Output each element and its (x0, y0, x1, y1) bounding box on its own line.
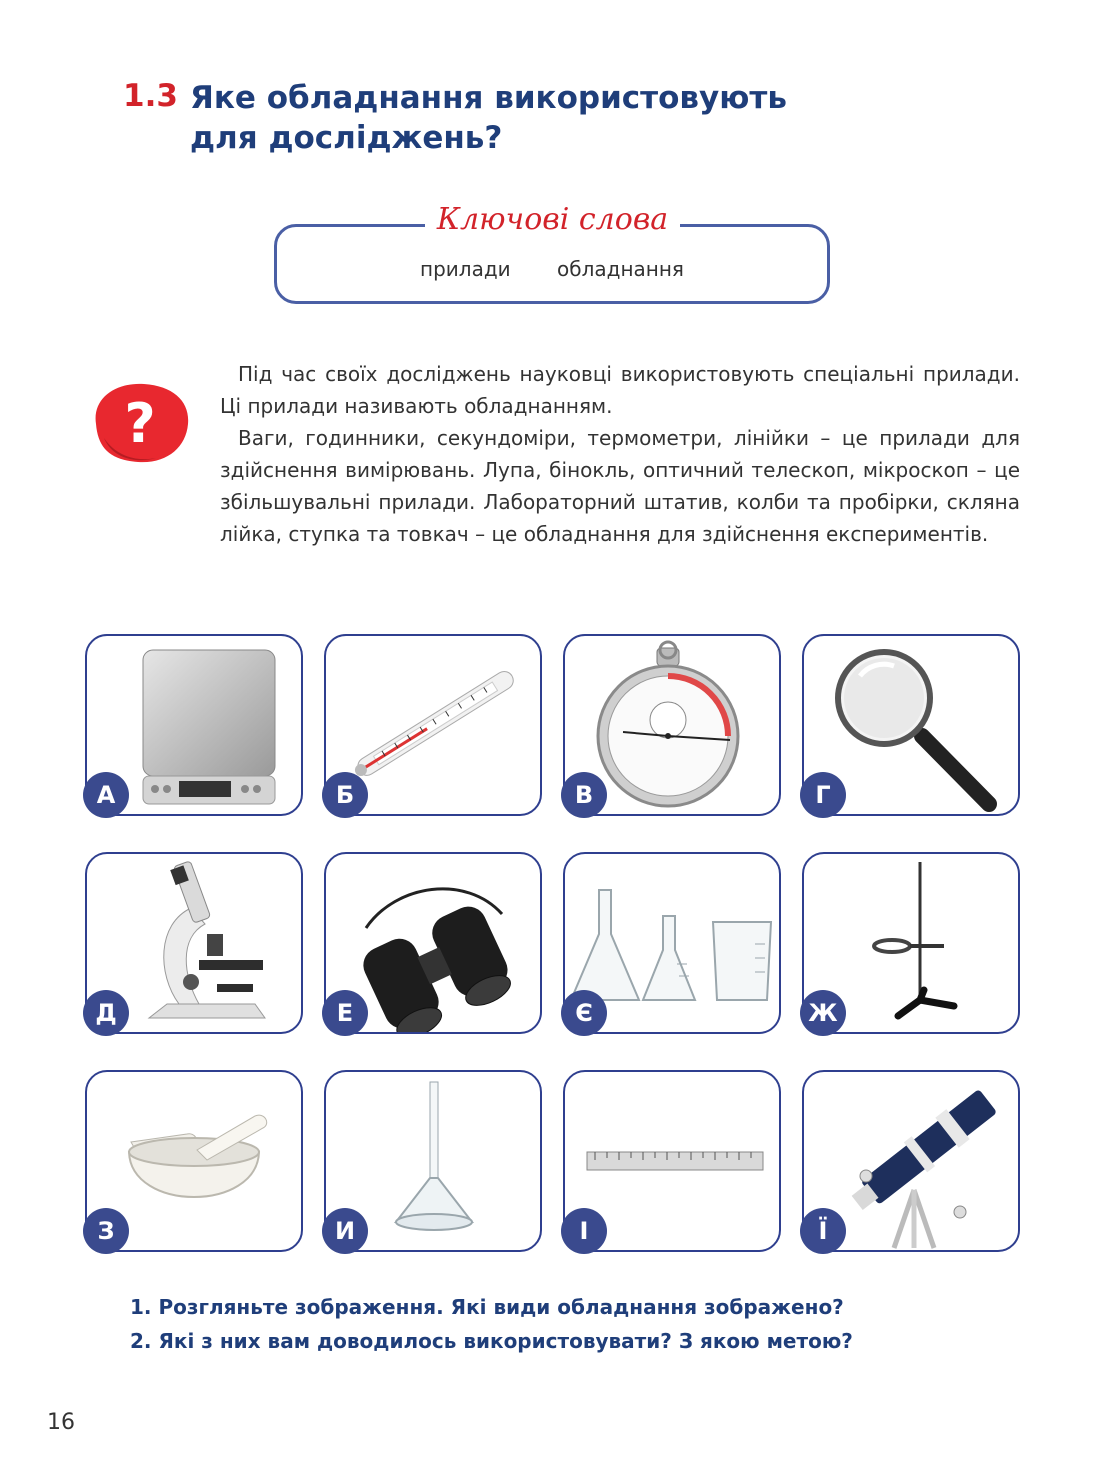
card-telescope (802, 1070, 1020, 1252)
paragraph-2: Ваги, годинники, секундоміри, термометри, лінійки – це прилади для здійснення вимірювань. Лупа, бінокль, оптичний телескоп, мікроскоп – це збільшувальні прилади. Лабораторний штатив, колби та пробірки, скляна лійка, ступка та товкач – це обладнання для здійснення експериментів. (220, 426, 1020, 546)
card-letter-badge: З (83, 1208, 129, 1254)
card-letter-badge: Ж (800, 990, 846, 1036)
title-line-2: для досліджень? (190, 120, 503, 156)
card-letter-badge: Д (83, 990, 129, 1036)
card-ruler (563, 1070, 781, 1252)
keywords-title: Ключові слова (0, 202, 1105, 237)
card-letter-badge: В (561, 772, 607, 818)
card-magnifier (802, 634, 1020, 816)
card-letter-badge: И (322, 1208, 368, 1254)
card-letter-badge: Г (800, 772, 846, 818)
section-number: 1.3 (123, 78, 178, 114)
card-scale (85, 634, 303, 816)
card-thermometer (324, 634, 542, 816)
card-stopwatch (563, 634, 781, 816)
page-title (190, 78, 787, 158)
card-lab-stand (802, 852, 1020, 1034)
card-letter-badge: Б (322, 772, 368, 818)
page-number: 16 (47, 1410, 75, 1435)
body-text (220, 358, 1020, 550)
keywords-list: прилади обладнання (420, 257, 684, 281)
title-line-1: Яке обладнання використовують (190, 80, 787, 116)
card-mortar (85, 1070, 303, 1252)
card-flasks (563, 852, 781, 1034)
card-letter-badge: Ї (800, 1208, 846, 1254)
card-microscope (85, 852, 303, 1034)
question-1: 1. Розгляньте зображення. Які види обладнання зображено? (130, 1295, 844, 1319)
card-letter-badge: Е (322, 990, 368, 1036)
card-letter-badge: А (83, 772, 129, 818)
card-binoculars (324, 852, 542, 1034)
paragraph-1: Під час своїх досліджень науковці використовують спеціальні прилади. Ці прилади називають обладнанням. (220, 362, 1020, 418)
svg-text:?: ? (124, 392, 156, 455)
question-mark-icon (86, 378, 194, 466)
card-letter-badge: Є (561, 990, 607, 1036)
question-2: 2. Які з них вам доводилось використовувати? З якою метою? (130, 1329, 853, 1353)
questions-list (130, 1290, 853, 1358)
card-funnel (324, 1070, 542, 1252)
card-letter-badge: І (561, 1208, 607, 1254)
